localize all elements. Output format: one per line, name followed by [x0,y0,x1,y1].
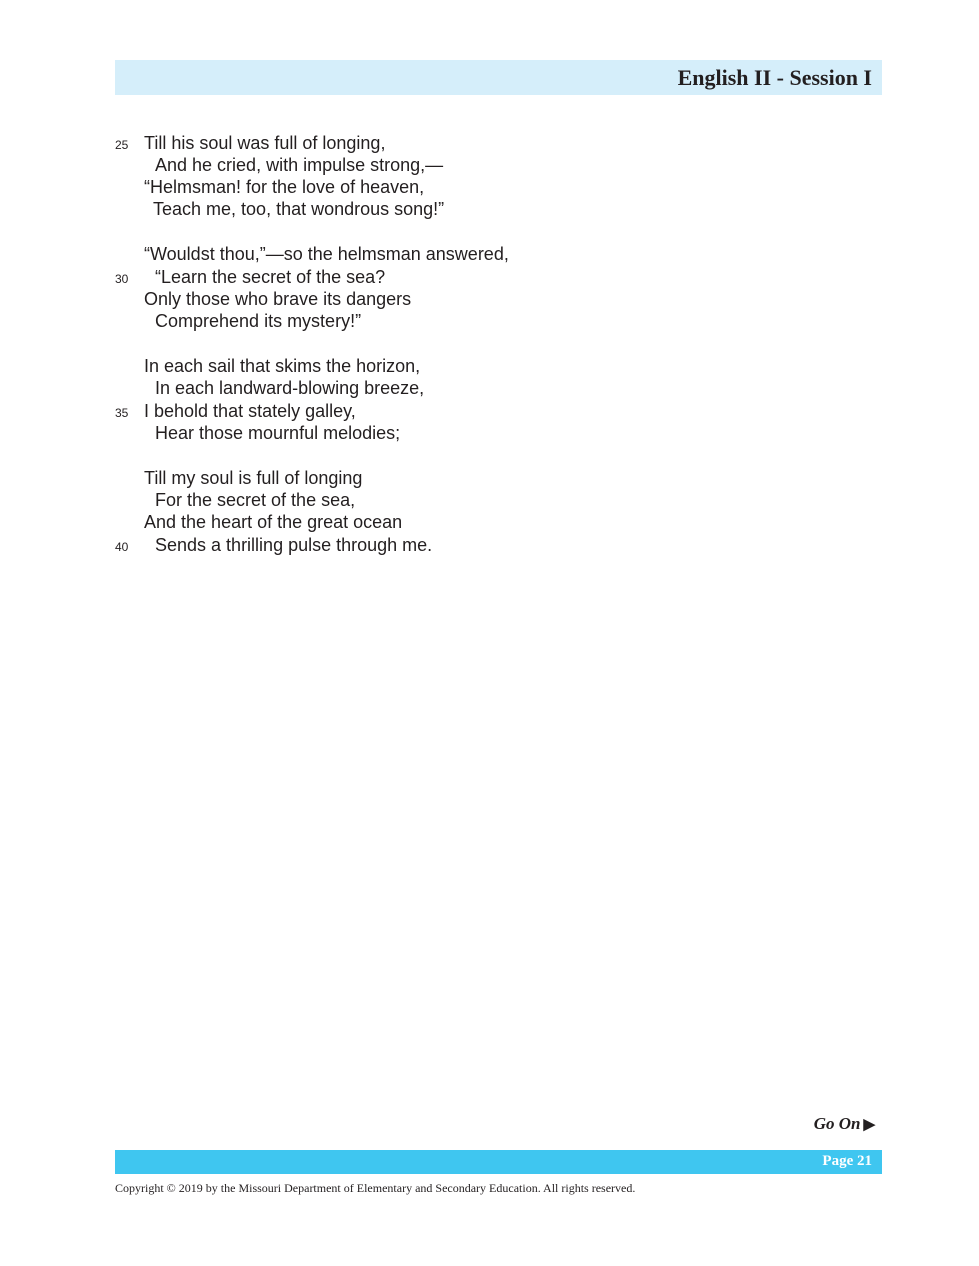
poem-line: Till his soul was full of longing, [144,133,386,153]
poem-line: And the heart of the great ocean [144,512,403,532]
copyright-notice: Copyright © 2019 by the Missouri Department of Elementary and Secondary Education. All rights reserved. [115,1181,636,1195]
right-triangle-arrow-icon: ▶ [863,1117,875,1133]
go-on-label: Go On [813,1114,861,1133]
poem-line: In each landward-blowing breeze, [155,378,425,398]
poem-line: Only those who brave its dangers [144,289,412,309]
footer-bar [115,1150,882,1174]
line-number: 25 [115,138,129,152]
poem-line: “Wouldst thou,”—so the helmsman answered, [144,244,509,264]
poem-line: For the secret of the sea, [155,490,356,510]
poem-line: And he cried, with impulse strong,— [155,155,444,175]
page-number: Page 21 [822,1153,872,1169]
page-title: English II - Session I [677,65,872,90]
poem-line: Comprehend its mystery!” [155,311,362,331]
poem-line: “Learn the secret of the sea? [155,267,386,287]
line-number: 30 [115,272,129,286]
poem-line: Hear those mournful melodies; [155,423,401,443]
poem-line: Teach me, too, that wondrous song!” [153,199,445,219]
poem-line: “Helmsman! for the love of heaven, [144,177,425,197]
header-bar [115,60,882,95]
poem-line: I behold that stately galley, [144,401,356,421]
poem-line: In each sail that skims the horizon, [144,356,421,376]
poem-line: Sends a thrilling pulse through me. [155,535,433,555]
line-number: 35 [115,406,129,420]
line-number: 40 [115,540,129,554]
poem-line: Till my soul is full of longing [144,468,363,488]
go-on-indicator [814,1114,875,1134]
